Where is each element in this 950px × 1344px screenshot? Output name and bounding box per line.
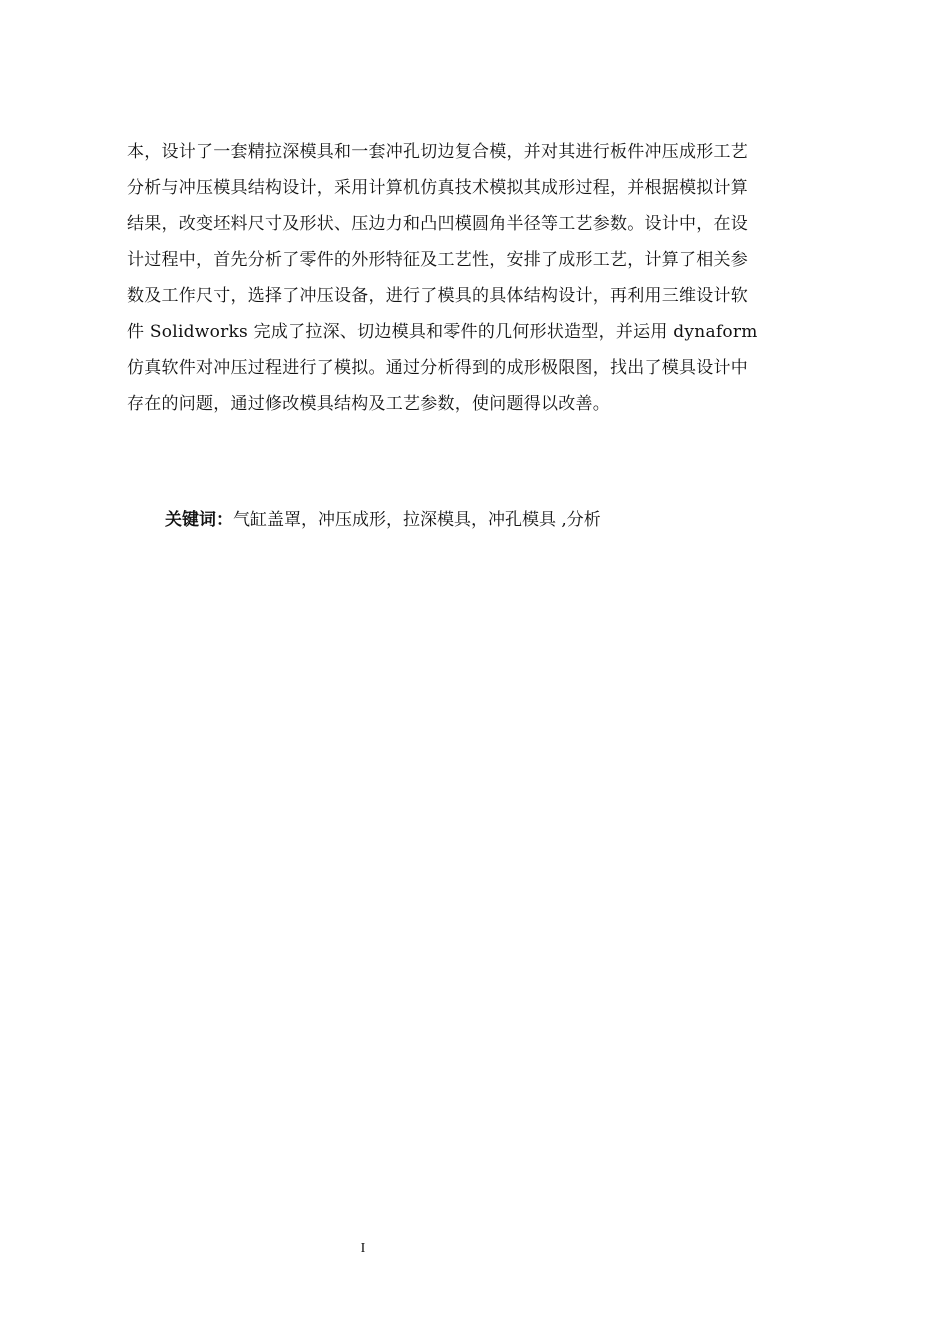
keywords-label: 关键词： bbox=[165, 510, 233, 530]
keywords-line bbox=[165, 506, 601, 534]
keywords-text: 气缸盖罩，冲压成形，拉深模具，冲孔模具 ,分析 bbox=[233, 510, 601, 530]
abstract-line: 结果，改变坯料尺寸及形状、压边力和凸凹模圆角半径等工艺参数。设计中，在设 bbox=[127, 214, 748, 234]
abstract-line: 件 Solidworks 完成了拉深、切边模具和零件的几何形状造型，并运用 dynaform bbox=[127, 322, 758, 342]
abstract-body bbox=[127, 134, 827, 422]
abstract-line: 计过程中，首先分析了零件的外形特征及工艺性，安排了成形工艺，计算了相关参 bbox=[127, 250, 748, 270]
abstract-line: 本，设计了一套精拉深模具和一套冲孔切边复合模，并对其进行板件冲压成形工艺 bbox=[127, 142, 748, 162]
abstract-line: 数及工作尺寸，选择了冲压设备，进行了模具的具体结构设计，再利用三维设计软 bbox=[127, 286, 748, 306]
abstract-line: 存在的问题，通过修改模具结构及工艺参数，使问题得以改善。 bbox=[127, 394, 610, 414]
page-number: I bbox=[360, 1241, 366, 1256]
abstract-line: 分析与冲压模具结构设计，采用计算机仿真技术模拟其成形过程，并根据模拟计算 bbox=[127, 178, 748, 198]
abstract-line: 仿真软件对冲压过程进行了模拟。通过分析得到的成形极限图，找出了模具设计中 bbox=[127, 358, 748, 378]
